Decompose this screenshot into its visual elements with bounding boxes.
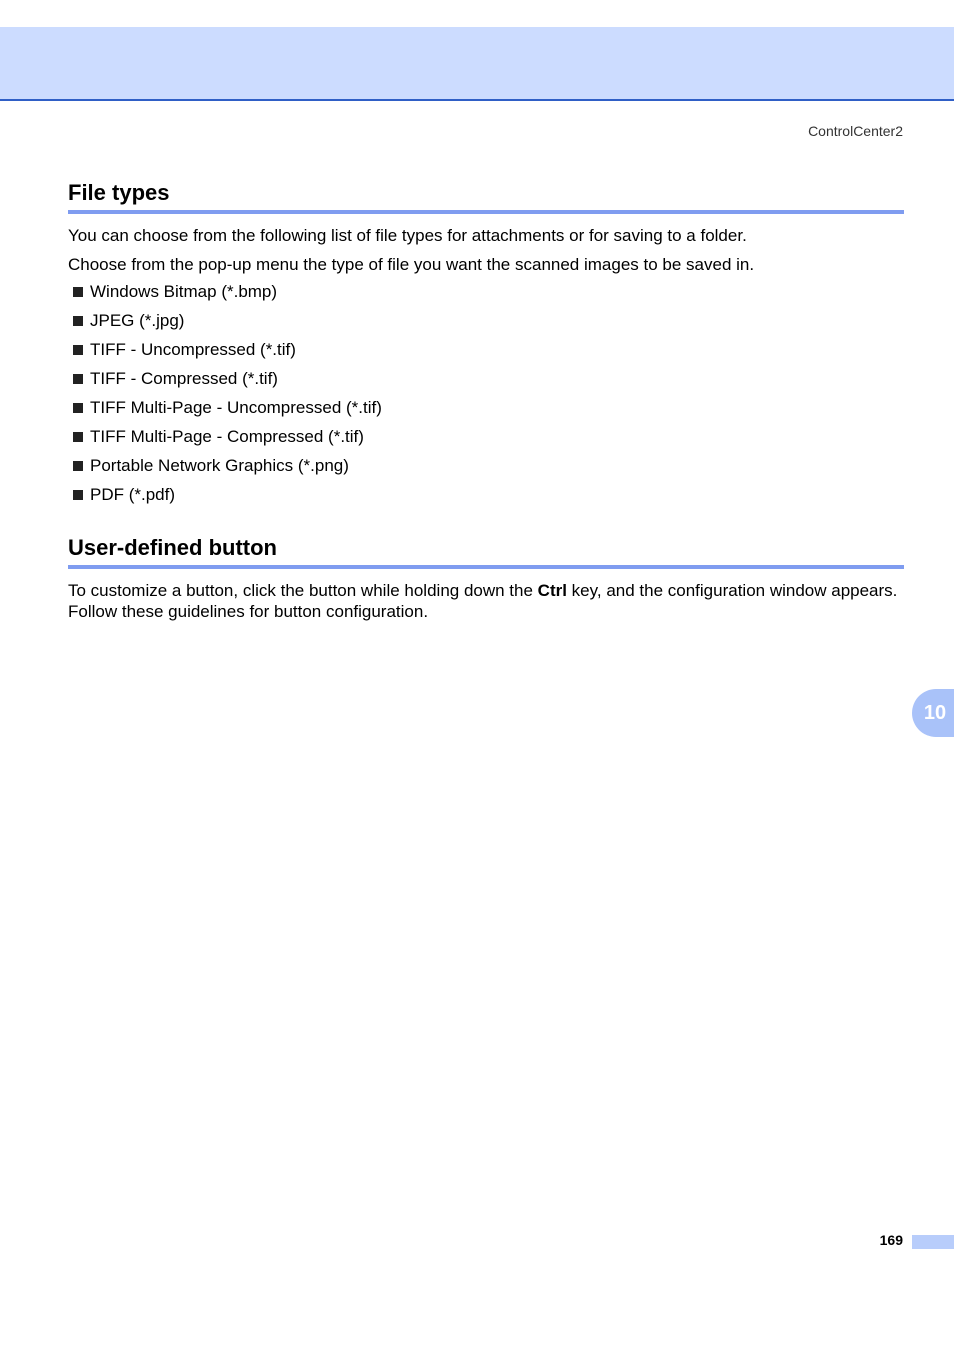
chapter-tab: 10 [912, 689, 954, 737]
square-bullet-icon [73, 345, 83, 355]
list-item [73, 484, 382, 513]
square-bullet-icon [73, 287, 83, 297]
square-bullet-icon [73, 432, 83, 442]
list-item [73, 339, 382, 368]
description-text-end: key, and the configuration window appears. Follow these guidelines for button configuration. [68, 581, 898, 621]
list-item-label: TIFF Multi-Page - Compressed (*.tif) [90, 427, 364, 446]
list-item-label: TIFF Multi-Page - Uncompressed (*.tif) [90, 398, 382, 417]
list-item-label: JPEG (*.jpg) [90, 311, 185, 330]
user-button-description [68, 580, 904, 622]
page-marker [912, 1235, 954, 1249]
description-text-start: To customize a button, click the button while holding down the [68, 581, 538, 600]
list-item [73, 397, 382, 426]
list-item-label: Portable Network Graphics (*.png) [90, 456, 349, 475]
page-number: 169 [879, 1232, 903, 1248]
list-item [73, 281, 382, 310]
square-bullet-icon [73, 374, 83, 384]
square-bullet-icon [73, 461, 83, 471]
list-item-label: PDF (*.pdf) [90, 485, 176, 504]
list-item [73, 310, 382, 339]
ctrl-key-label: Ctrl [537, 581, 567, 600]
list-item [73, 455, 382, 484]
running-header: ControlCenter2 [808, 123, 903, 139]
square-bullet-icon [73, 403, 83, 413]
section-title-file-types: File types [68, 179, 904, 214]
list-item [73, 426, 382, 455]
square-bullet-icon [73, 316, 83, 326]
list-item-label: Windows Bitmap (*.bmp) [90, 282, 278, 301]
list-item-label: TIFF - Uncompressed (*.tif) [90, 340, 296, 359]
section-title-user-defined-button: User-defined button [68, 534, 904, 569]
list-item-label: TIFF - Compressed (*.tif) [90, 369, 278, 388]
file-types-intro: You can choose from the following list of file types for attachments or for saving to a folder. [68, 226, 747, 245]
list-item [73, 368, 382, 397]
file-type-list [73, 281, 382, 513]
square-bullet-icon [73, 490, 83, 500]
header-band [0, 27, 954, 101]
file-types-instruction: Choose from the pop-up menu the type of file you want the scanned images to be saved in. [68, 255, 755, 274]
